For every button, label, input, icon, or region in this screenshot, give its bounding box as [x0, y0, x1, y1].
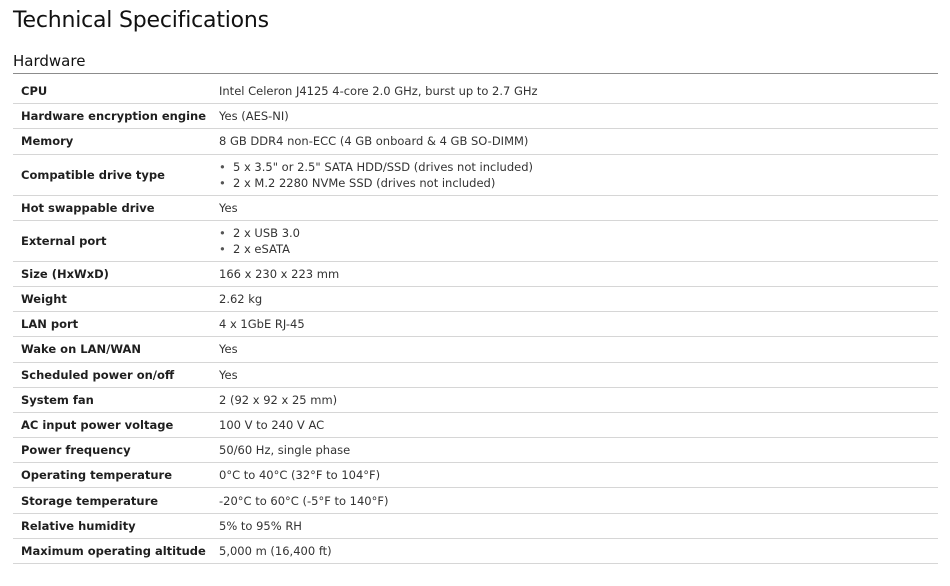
- spec-table: [13, 79, 938, 564]
- spec-row-operating-temperature: [13, 463, 938, 488]
- spec-row-compatible-drive-type: [13, 155, 938, 196]
- spec-row-hot-swappable: [13, 196, 938, 221]
- spec-value: 5% to 95% RH: [219, 518, 302, 533]
- spec-label: Operating temperature: [21, 468, 172, 483]
- spec-value: 4 x 1GbE RJ-45: [219, 317, 305, 332]
- spec-row-power-frequency: [13, 438, 938, 463]
- spec-value: Yes: [219, 200, 238, 215]
- list-item: • 2 x M.2 2280 NVMe SSD (drives not included): [219, 175, 938, 191]
- spec-row-encryption-engine: [13, 104, 938, 129]
- spec-label: Memory: [21, 134, 74, 149]
- spec-label: Scheduled power on/off: [21, 367, 175, 382]
- spec-label: CPU: [21, 84, 48, 99]
- spec-label: External port: [21, 233, 107, 248]
- spec-label: Size (HxWxD): [21, 266, 109, 281]
- spec-row-memory: [13, 129, 938, 154]
- spec-label: Power frequency: [21, 443, 131, 458]
- spec-label: Wake on LAN/WAN: [21, 342, 142, 357]
- spec-row-max-altitude: [13, 539, 938, 564]
- spec-value-list: [219, 225, 938, 257]
- spec-value: -20°C to 60°C (-5°F to 140°F): [219, 493, 389, 508]
- spec-value: [219, 225, 938, 257]
- spec-row-weight: [13, 287, 938, 312]
- spec-label: Maximum operating altitude: [21, 543, 206, 558]
- spec-label: Relative humidity: [21, 518, 136, 533]
- spec-value: Yes: [219, 342, 238, 357]
- spec-label: System fan: [21, 392, 94, 407]
- spec-label: Hot swappable drive: [21, 200, 155, 215]
- list-item: • 2 x USB 3.0: [219, 225, 938, 241]
- spec-label: AC input power voltage: [21, 417, 174, 432]
- spec-row-size: [13, 262, 938, 287]
- page-title: Technical Specifications: [13, 8, 269, 33]
- spec-row-external-port: [13, 221, 938, 262]
- section-title-hardware: Hardware: [13, 52, 86, 70]
- spec-label: Storage temperature: [21, 493, 159, 508]
- spec-value: Intel Celeron J4125 4-core 2.0 GHz, burst up to 2.7 GHz: [219, 84, 538, 99]
- spec-value: 0°C to 40°C (32°F to 104°F): [219, 468, 381, 483]
- spec-value: [219, 159, 938, 191]
- spec-row-lan-port: [13, 312, 938, 337]
- spec-value: Yes: [219, 367, 238, 382]
- spec-value: 50/60 Hz, single phase: [219, 443, 351, 458]
- list-item: • 2 x eSATA: [219, 241, 938, 257]
- spec-row-system-fan: [13, 388, 938, 413]
- list-item: • 5 x 3.5" or 2.5" SATA HDD/SSD (drives not included): [219, 159, 938, 175]
- spec-value: 5,000 m (16,400 ft): [219, 543, 332, 558]
- spec-value: 100 V to 240 V AC: [219, 417, 325, 432]
- spec-row-ac-input-voltage: [13, 413, 938, 438]
- spec-label: Weight: [21, 292, 67, 307]
- section-divider: [13, 73, 938, 74]
- spec-value: 2.62 kg: [219, 292, 263, 307]
- spec-row-wake-on-lan: [13, 337, 938, 362]
- spec-value: 166 x 230 x 223 mm: [219, 266, 340, 281]
- spec-label: Compatible drive type: [21, 167, 165, 182]
- spec-label: Hardware encryption engine: [21, 109, 207, 124]
- spec-row-storage-temperature: [13, 488, 938, 513]
- spec-label: LAN port: [21, 317, 79, 332]
- spec-row-relative-humidity: [13, 514, 938, 539]
- spec-row-cpu: [13, 79, 938, 104]
- spec-value-list: [219, 159, 938, 191]
- spec-value: 2 (92 x 92 x 25 mm): [219, 392, 338, 407]
- spec-value: 8 GB DDR4 non-ECC (4 GB onboard & 4 GB SO-DIMM): [219, 134, 529, 149]
- spec-row-scheduled-power: [13, 363, 938, 388]
- spec-value: Yes (AES-NI): [219, 109, 289, 124]
